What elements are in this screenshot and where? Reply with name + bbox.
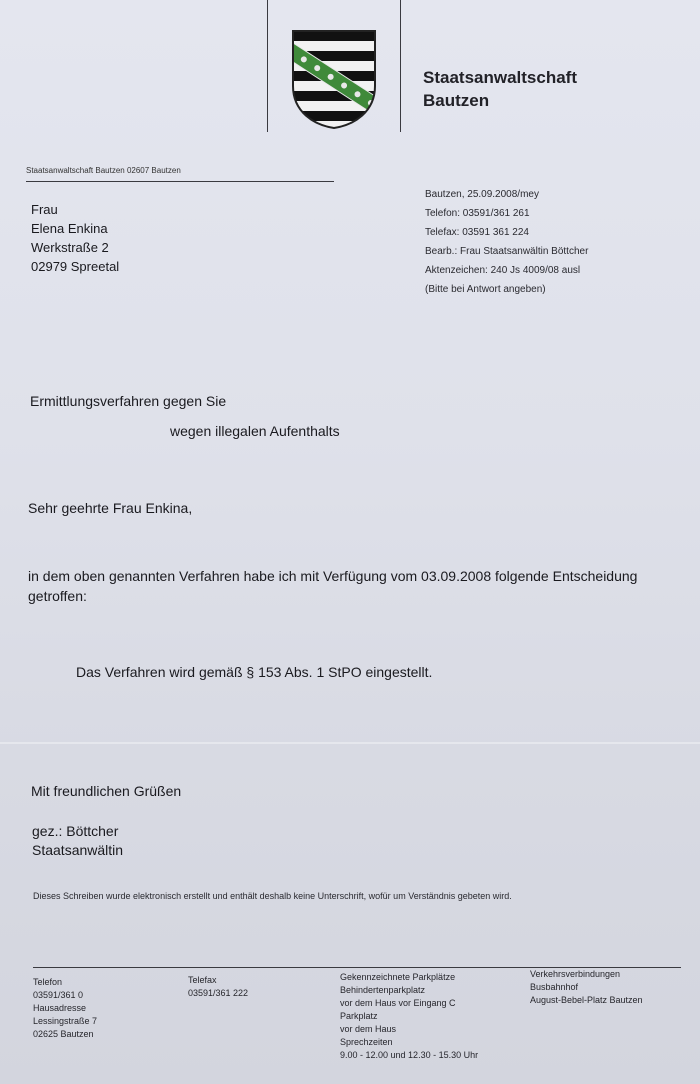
authority-line1: Staatsanwaltschaft: [423, 68, 577, 87]
footer-item: Telefon: [33, 977, 63, 987]
subject-line-1: Ermittlungsverfahren gegen Sie: [30, 393, 227, 409]
recipient-salutation: Frau: [31, 202, 58, 217]
place-date: Bautzen, 25.09.2008/mey: [425, 189, 539, 200]
footer-item: Hausadresse: [33, 1003, 87, 1013]
letter-salutation: Sehr geehrte Frau Enkina,: [28, 500, 193, 516]
footer-item: Parkplatz: [340, 1011, 378, 1021]
signed-by: gez.: Böttcher: [32, 823, 119, 839]
footer-item: Behindertenparkplatz: [340, 985, 426, 995]
footer-item: 03591/361 222: [188, 988, 249, 998]
footer-item: 03591/361 0: [33, 990, 84, 1000]
footer-column-fax: [188, 974, 248, 1000]
sender-return-line: Staatsanwaltschaft Bautzen 02607 Bautzen: [26, 166, 181, 175]
signer-title: Staatsanwältin: [32, 842, 124, 858]
authority-line2: Bautzen: [423, 91, 490, 110]
footer-item: vor dem Haus vor Eingang C: [340, 998, 456, 1008]
recipient-address: [31, 200, 119, 276]
recipient-city: 02979 Spreetal: [31, 259, 120, 274]
footer-item: August-Bebel-Platz Bautzen: [530, 995, 643, 1005]
paper-fold: [0, 742, 700, 744]
authority-name: [423, 66, 577, 112]
decision-statement: Das Verfahren wird gemäß § 153 Abs. 1 StPO eingestellt.: [76, 664, 433, 680]
saxony-coat-of-arms-icon: [290, 28, 378, 130]
footer-item: Sprechzeiten: [340, 1037, 393, 1047]
footer-item: Verkehrsverbindungen: [530, 969, 621, 979]
footer-item: Busbahnhof: [530, 982, 579, 992]
recipient-name: Elena Enkina: [31, 221, 108, 236]
footer-item: 02625 Bautzen: [33, 1029, 94, 1039]
recipient-street: Werkstraße 2: [31, 240, 109, 255]
footer-item: Lessingstraße 7: [33, 1016, 98, 1026]
file-number: Aktenzeichen: 240 Js 4009/08 ausl: [425, 265, 581, 276]
fax-number: Telefax: 03591 361 224: [425, 227, 529, 238]
footer-item: vor dem Haus: [340, 1024, 397, 1034]
subject-line-2: wegen illegalen Aufenthalts: [170, 423, 340, 439]
footer-column-contact: [33, 976, 97, 1041]
phone-number: Telefon: 03591/361 261: [425, 208, 530, 219]
clerk: Bearb.: Frau Staatsanwältin Böttcher: [425, 246, 589, 257]
info-block: [425, 185, 588, 299]
electronic-note: Dieses Schreiben wurde elektronisch erstellt und enthält deshalb keine Unterschrift, wofür um Verständnis gebeten wird.: [33, 891, 512, 901]
header-divider-left: [267, 0, 268, 132]
footer-item: Telefax: [188, 975, 217, 985]
signature-block: [32, 822, 123, 860]
footer-item: Gekennzeichnete Parkplätze: [340, 972, 456, 982]
footer-column-parking: [340, 971, 478, 1062]
footer-item: 9.00 - 12.00 und 12.30 - 15.30 Uhr: [340, 1050, 479, 1060]
sender-underline: [26, 181, 334, 182]
header-divider-right: [400, 0, 401, 132]
closing-phrase: Mit freundlichen Grüßen: [31, 783, 182, 799]
letter-body: in dem oben genannten Verfahren habe ich mit Verfügung vom 03.09.2008 folgende Entscheidung getroffen:: [28, 568, 638, 604]
footer-column-transport: [530, 968, 643, 1007]
file-note: (Bitte bei Antwort angeben): [425, 284, 546, 295]
